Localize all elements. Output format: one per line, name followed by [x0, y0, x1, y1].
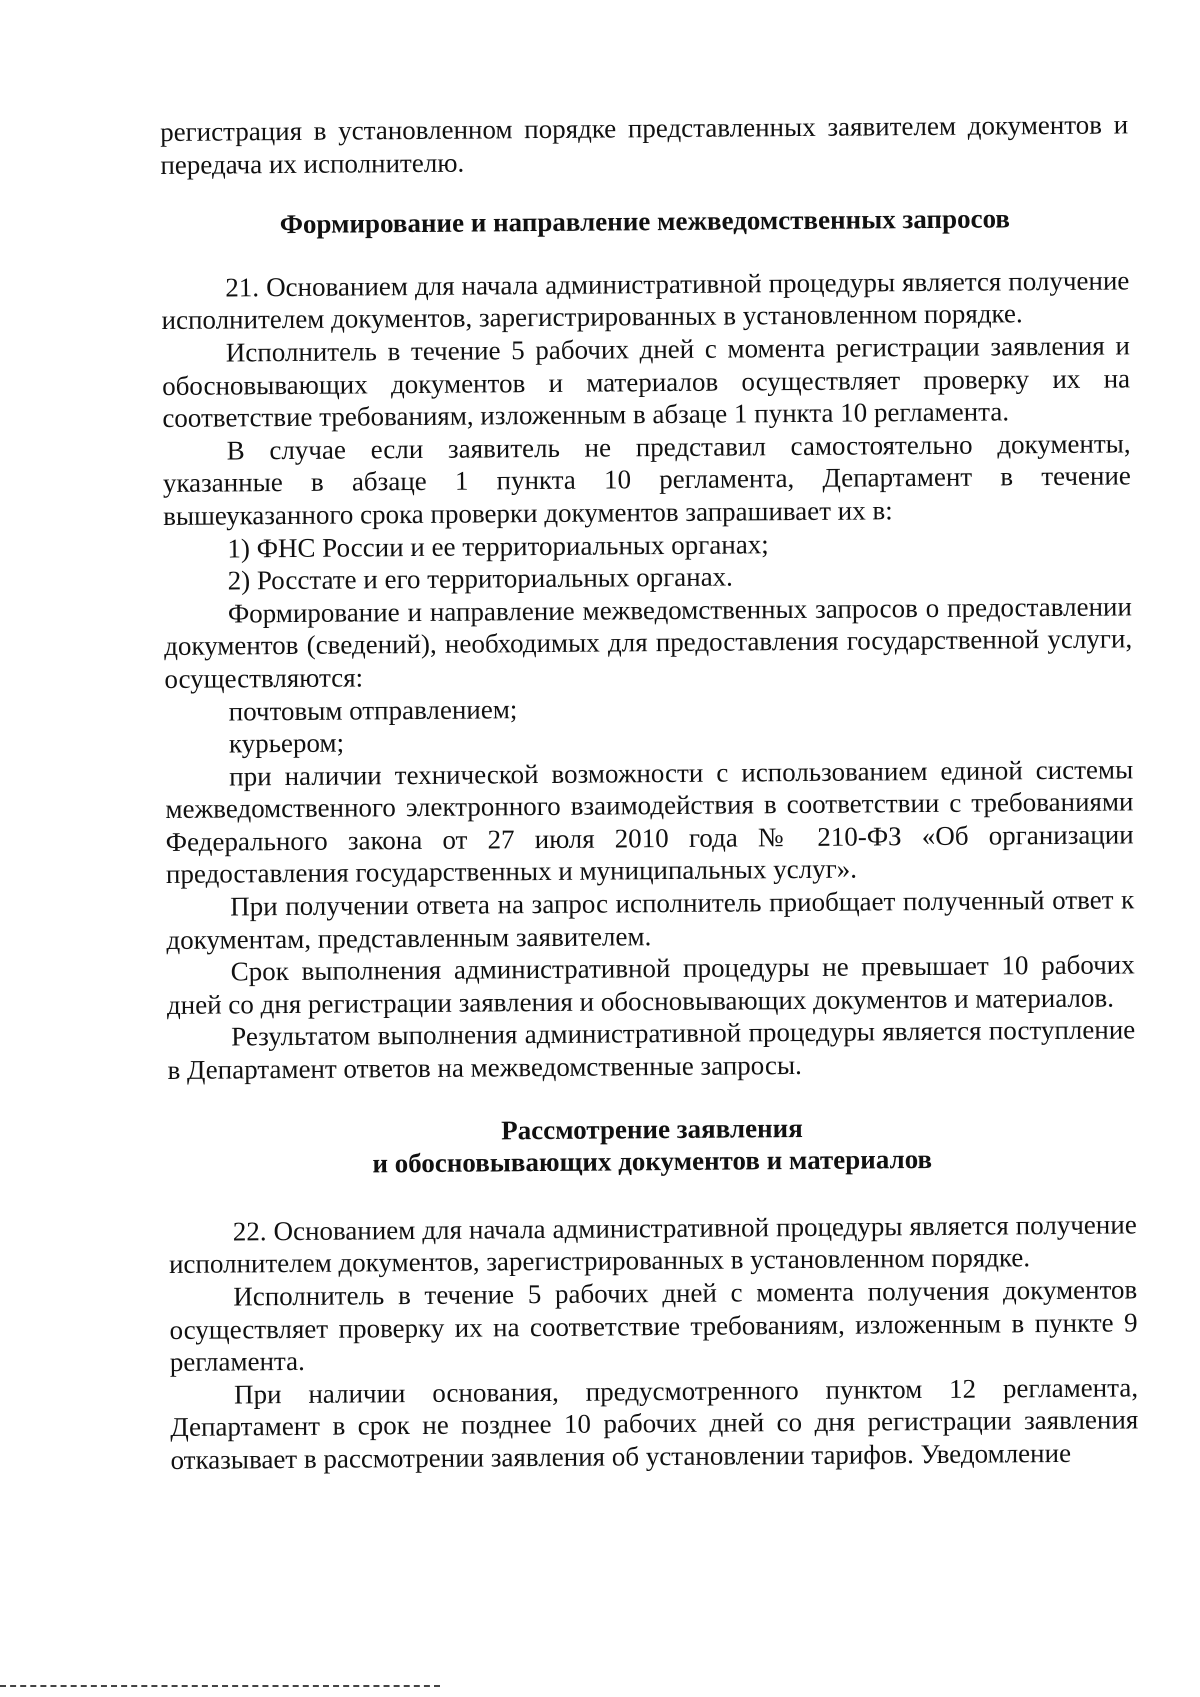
paragraph-request-methods: Формирование и направление межведомственных запросов о предоставлении документов (сведений), необходимых для предоставления государственной услуги, осуществляются:	[164, 591, 1133, 694]
paragraph-21-basis: 21. Основанием для начала административной процедуры является получение исполнителем документов, зарегистрированных в установленном порядке.	[161, 265, 1130, 336]
section-heading-interagency-requests: Формирование и направление межведомственных запросов	[279, 203, 1011, 240]
scan-edge-line	[0, 1685, 440, 1687]
paragraph-check-term: Исполнитель в течение 5 рабочих дней с момента регистрации заявления и обосновывающих документов и материалов осуществляет проверку их на соответствие требованиям, изложенным в абзаце 1 пункта 10 регламента.	[161, 330, 1131, 434]
document-body	[160, 108, 1139, 1476]
paragraph-refusal: При наличии основания, предусмотренного пунктом 12 регламента, Департамент в срок не позднее 10 рабочих дней со дня регистрации заявления отказывает в рассмотрении заявления об установлении тарифов. Уведомление	[170, 1372, 1139, 1475]
section-heading-line-1: Рассмотрение заявления	[501, 1112, 803, 1145]
paragraph-request-case: В случае если заявитель не представил самостоятельно документы, указанные в абзаце 1 пункта 10 регламента, Департамент в течение вышеуказанного срока проверки документов запрашивает их в:	[162, 428, 1131, 531]
opening-paragraph: регистрация в установленном порядке представленных заявителем документов и передача их исполнителю.	[160, 109, 1129, 180]
list-item-rosstat: 2) Росстате и его территориальных органах.	[227, 561, 733, 596]
list-item-courier: курьером;	[228, 727, 345, 759]
section-heading-application-review	[168, 1109, 1136, 1182]
paragraph-22-basis: 22. Основанием для начала административной процедуры является получение исполнителем документов, зарегистрированных в установленном порядке.	[168, 1209, 1137, 1280]
paragraph-procedure-deadline: Срок выполнения административной процедуры не превышает 10 рабочих дней со дня регистрации заявления и обосновывающих документов и материалов.	[166, 949, 1135, 1020]
list-item-fns: 1) ФНС России и ее территориальных органах;	[227, 528, 769, 564]
list-item-mail: почтовым отправлением;	[228, 693, 518, 726]
paragraph-electronic-system: при наличии технической возможности с использованием единой системы межведомственного электронного взаимодействия в соответствии с требованиями Федерального закона от 27 июля 2010 года № 210-ФЗ «Об организации предоставления государственных и муниципальных услуг».	[165, 754, 1134, 890]
paragraph-response-attached: При получении ответа на запрос исполнитель приобщает полученный ответ к документам, представленным заявителем.	[166, 884, 1135, 955]
section-heading-line-2: и обосновывающих документов и материалов	[372, 1144, 933, 1179]
paragraph-procedure-result: Результатом выполнения административной процедуры является поступление в Департамент ответов на межведомственные запросы.	[167, 1014, 1136, 1086]
paragraph-review-term: Исполнитель в течение 5 рабочих дней с момента получения документов осуществляет проверку их на соответствие требованиям, изложенным в пункте 9 регламента.	[169, 1274, 1138, 1378]
